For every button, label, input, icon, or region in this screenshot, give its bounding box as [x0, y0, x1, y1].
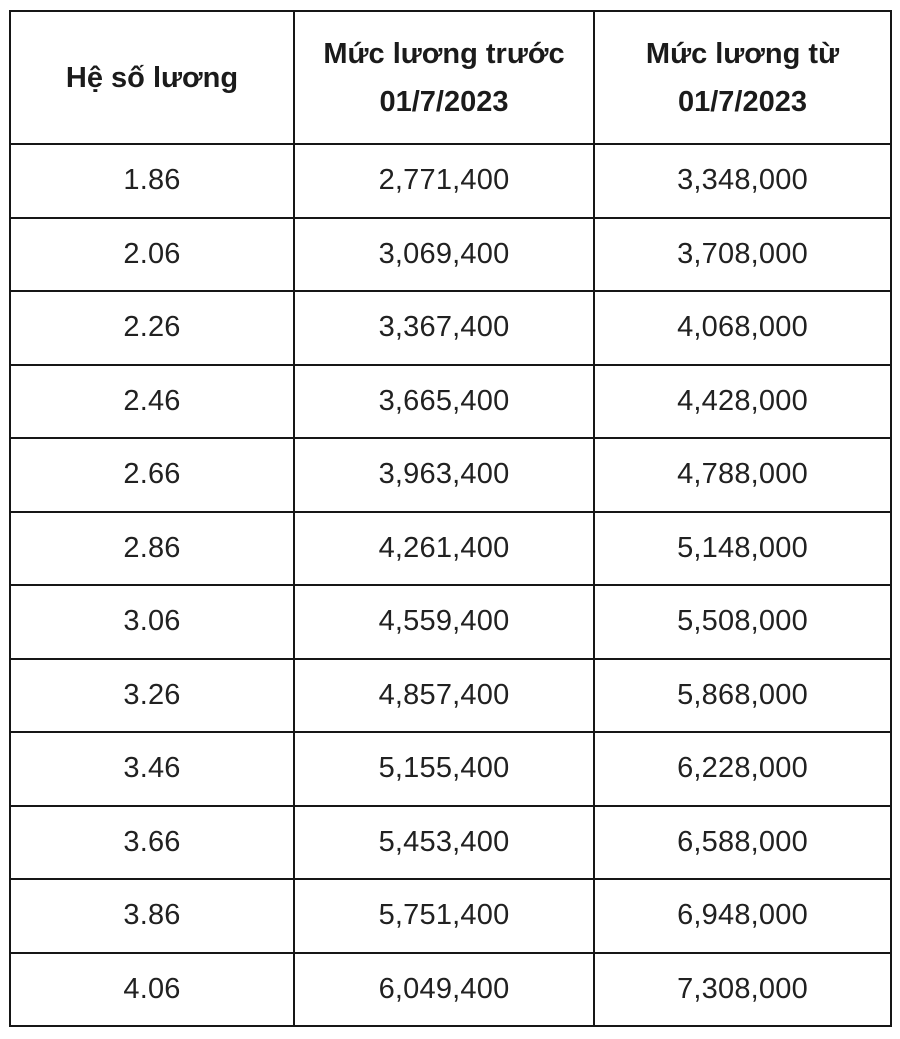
cell-salary-after: 5,868,000	[594, 659, 891, 733]
table-row	[10, 144, 891, 218]
cell-salary-after: 3,708,000	[594, 218, 891, 292]
cell-salary-before: 5,751,400	[294, 879, 594, 953]
table-row	[10, 806, 891, 880]
cell-salary-before: 5,155,400	[294, 732, 594, 806]
table-row	[10, 659, 891, 733]
cell-coefficient: 1.86	[10, 144, 294, 218]
header-cell-salary-after	[594, 11, 891, 144]
cell-salary-after: 6,588,000	[594, 806, 891, 880]
cell-salary-after: 4,428,000	[594, 365, 891, 439]
table-row	[10, 512, 891, 586]
cell-salary-after: 5,508,000	[594, 585, 891, 659]
cell-coefficient: 3.46	[10, 732, 294, 806]
table-row	[10, 953, 891, 1027]
table-row	[10, 218, 891, 292]
header-coefficient-label: Hệ số lương	[65, 61, 239, 94]
cell-coefficient: 4.06	[10, 953, 294, 1027]
cell-salary-before: 2,771,400	[294, 144, 594, 218]
cell-salary-before: 3,963,400	[294, 438, 594, 512]
header-after-line1: Mức lương từ	[645, 37, 840, 70]
cell-salary-before: 3,665,400	[294, 365, 594, 439]
cell-coefficient: 2.06	[10, 218, 294, 292]
cell-coefficient: 2.86	[10, 512, 294, 586]
cell-salary-after: 6,228,000	[594, 732, 891, 806]
cell-coefficient: 2.46	[10, 365, 294, 439]
header-after-line2: 01/7/2023	[677, 85, 807, 118]
cell-salary-after: 4,788,000	[594, 438, 891, 512]
cell-salary-after: 6,948,000	[594, 879, 891, 953]
table-row	[10, 438, 891, 512]
cell-salary-before: 6,049,400	[294, 953, 594, 1027]
header-row	[10, 11, 891, 144]
cell-coefficient: 2.66	[10, 438, 294, 512]
cell-salary-before: 3,367,400	[294, 291, 594, 365]
cell-salary-after: 5,148,000	[594, 512, 891, 586]
header-cell-coefficient	[10, 11, 294, 144]
cell-coefficient: 3.86	[10, 879, 294, 953]
table-row	[10, 291, 891, 365]
table-row	[10, 585, 891, 659]
cell-coefficient: 3.66	[10, 806, 294, 880]
cell-salary-after: 4,068,000	[594, 291, 891, 365]
table-row	[10, 365, 891, 439]
cell-salary-after: 7,308,000	[594, 953, 891, 1027]
cell-salary-before: 3,069,400	[294, 218, 594, 292]
cell-salary-before: 5,453,400	[294, 806, 594, 880]
header-cell-salary-before	[294, 11, 594, 144]
cell-coefficient: 3.06	[10, 585, 294, 659]
salary-table	[9, 10, 892, 1027]
table-row	[10, 732, 891, 806]
cell-salary-after: 3,348,000	[594, 144, 891, 218]
cell-salary-before: 4,261,400	[294, 512, 594, 586]
cell-salary-before: 4,857,400	[294, 659, 594, 733]
header-before-line2: 01/7/2023	[379, 85, 509, 118]
header-before-line1: Mức lương trước	[323, 37, 565, 70]
cell-coefficient: 2.26	[10, 291, 294, 365]
cell-salary-before: 4,559,400	[294, 585, 594, 659]
table-row	[10, 879, 891, 953]
cell-coefficient: 3.26	[10, 659, 294, 733]
